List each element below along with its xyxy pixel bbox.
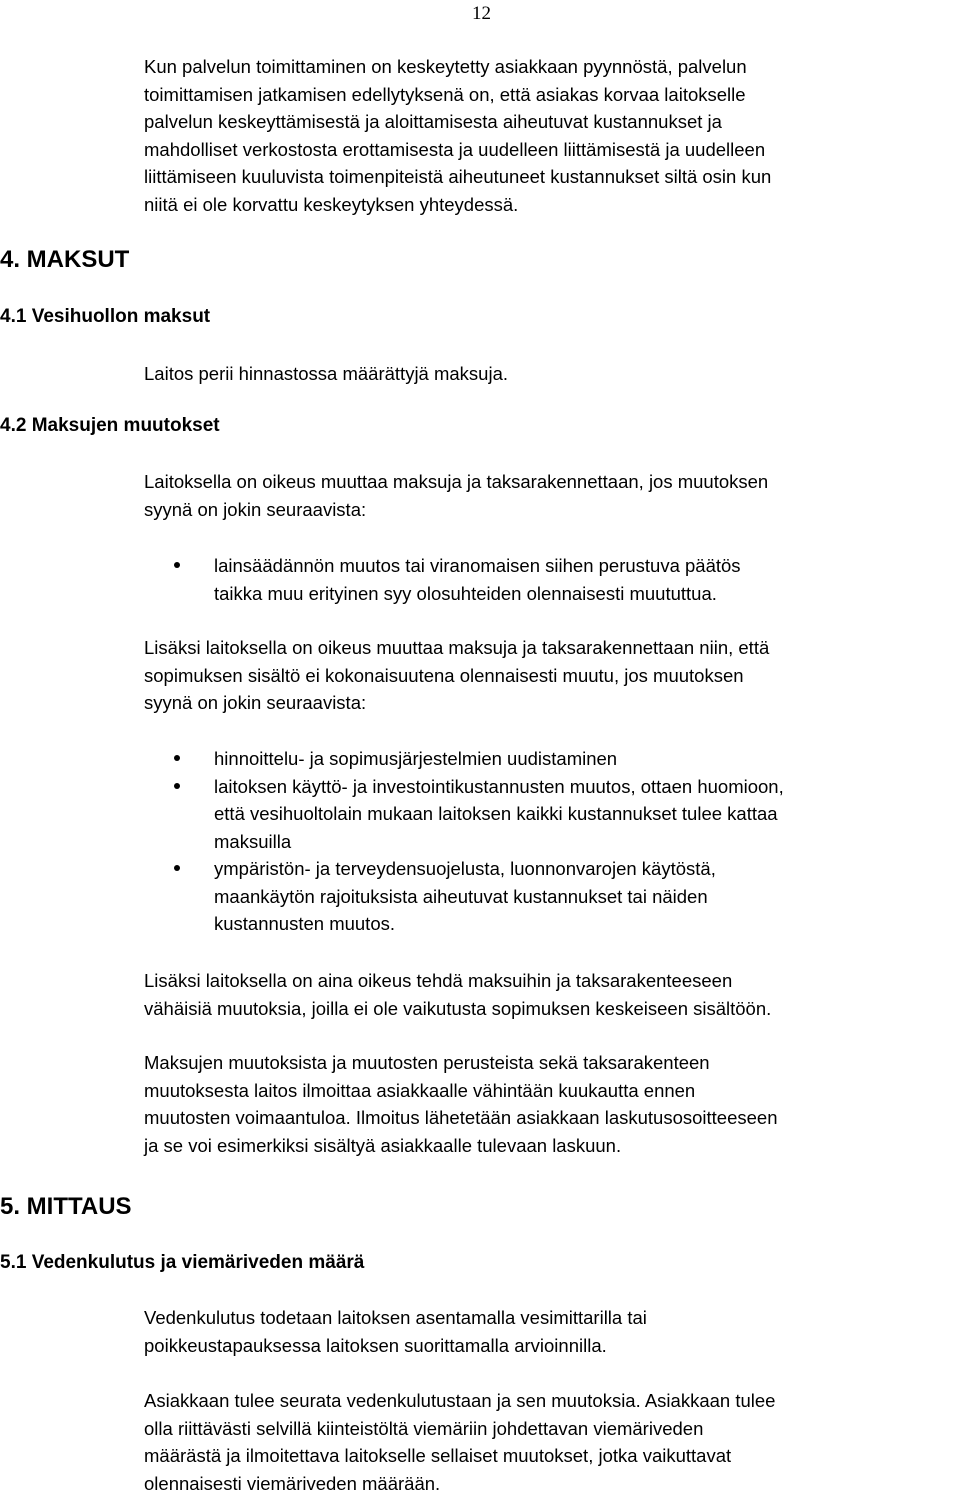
section-4-2-heading: 4.2 Maksujen muutokset: [0, 414, 220, 438]
section-4-2-paragraph-4: [144, 1049, 778, 1159]
text-line: Lisäksi laitoksella on aina oikeus tehdä maksuihin ja taksarakenteeseen: [144, 967, 771, 995]
bullet-list-1: [160, 552, 741, 607]
text-line: muutosten voimaantuloa. Ilmoitus lähetetään asiakkaan laskutusosoitteeseen: [144, 1104, 778, 1132]
list-item-line: kustannusten muutos.: [214, 910, 784, 938]
text-line: ja se voi esimerkiksi sisältyä asiakkaalle tulevaan laskuun.: [144, 1132, 778, 1160]
section-5-heading: 5. MITTAUS: [0, 1192, 132, 1222]
bullet-list-2: [160, 745, 784, 938]
text-line: syynä on jokin seuraavista:: [144, 496, 768, 524]
list-item-line: laitoksen käyttö- ja investointikustannusten muutos, ottaen huomioon,: [214, 773, 784, 801]
text-line: Asiakkaan tulee seurata vedenkulutustaan ja sen muutoksia. Asiakkaan tulee: [144, 1387, 775, 1415]
section-4-2-paragraph-3: [144, 967, 771, 1022]
text-line: muutoksesta laitos ilmoittaa asiakkaalle vähintään kuukautta ennen: [144, 1077, 778, 1105]
list-item: [160, 855, 784, 938]
text-line: olla riittävästi selvillä kiinteistöltä viemäriin johdettavan viemäriveden: [144, 1415, 775, 1443]
text-line: olennaisesti viemäriveden määrään.: [144, 1470, 775, 1497]
text-line: määrästä ja ilmoitettava laitokselle sellaiset muutokset, jotka vaikuttavat: [144, 1442, 775, 1470]
section-4-1-text: Laitos perii hinnastossa määrättyjä maksuja.: [144, 360, 508, 388]
text-line: syynä on jokin seuraavista:: [144, 689, 769, 717]
bullet-icon: [174, 755, 180, 761]
text-line: Laitoksella on oikeus muuttaa maksuja ja taksarakennettaan, jos muutoksen: [144, 468, 768, 496]
section-4-1-heading: 4.1 Vesihuollon maksut: [0, 305, 210, 329]
text-line: niitä ei ole korvattu keskeytyksen yhteydessä.: [144, 191, 771, 219]
list-item-line: hinnoittelu- ja sopimusjärjestelmien uudistaminen: [214, 745, 784, 773]
text-line: Maksujen muutoksista ja muutosten perusteista sekä taksarakenteen: [144, 1049, 778, 1077]
bullet-icon: [174, 783, 180, 789]
text-line: liittämiseen kuuluvista toimenpiteistä aiheutuneet kustannukset siltä osin kun: [144, 163, 771, 191]
bullet-icon: [174, 562, 180, 568]
intro-paragraph: [144, 53, 771, 218]
list-item-line: maankäytön rajoituksista aiheutuvat kustannukset tai näiden: [214, 883, 784, 911]
list-item-line: maksuilla: [214, 828, 784, 856]
section-4-heading: 4. MAKSUT: [0, 245, 129, 275]
text-line: Lisäksi laitoksella on oikeus muuttaa maksuja ja taksarakennettaan niin, että: [144, 634, 769, 662]
section-5-1-heading: 5.1 Vedenkulutus ja viemäriveden määrä: [0, 1251, 364, 1275]
list-item: [160, 552, 741, 607]
section-4-2-paragraph-2: [144, 634, 769, 717]
page-number: 12: [472, 3, 491, 25]
text-line: sopimuksen sisältö ei kokonaisuutena olennaisesti muutu, jos muutoksen: [144, 662, 769, 690]
list-item-line: että vesihuoltolain mukaan laitoksen kaikki kustannukset tulee kattaa: [214, 800, 784, 828]
bullet-icon: [174, 865, 180, 871]
text-line: Kun palvelun toimittaminen on keskeytetty asiakkaan pyynnöstä, palvelun: [144, 53, 771, 81]
list-item: [160, 773, 784, 856]
text-line: Vedenkulutus todetaan laitoksen asentamalla vesimittarilla tai: [144, 1304, 647, 1332]
list-item: [160, 745, 784, 773]
section-5-1-paragraph-2: [144, 1387, 775, 1497]
text-line: vähäisiä muutoksia, joilla ei ole vaikutusta sopimuksen keskeiseen sisältöön.: [144, 995, 771, 1023]
list-item-line: ympäristön- ja terveydensuojelusta, luonnonvarojen käytöstä,: [214, 855, 784, 883]
text-line: palvelun keskeyttämisestä ja aloittamisesta aiheutuvat kustannukset ja: [144, 108, 771, 136]
section-4-2-paragraph-1: [144, 468, 768, 523]
list-item-line: taikka muu erityinen syy olosuhteiden olennaisesti muututtua.: [214, 580, 741, 608]
section-5-1-paragraph-1: [144, 1304, 647, 1359]
text-line: poikkeustapauksessa laitoksen suorittamalla arvioinnilla.: [144, 1332, 647, 1360]
list-item-line: lainsäädännön muutos tai viranomaisen siihen perustuva päätös: [214, 552, 741, 580]
text-line: mahdolliset verkostosta erottamisesta ja uudelleen liittämisestä ja uudelleen: [144, 136, 771, 164]
text-line: toimittamisen jatkamisen edellytyksenä on, että asiakas korvaa laitokselle: [144, 81, 771, 109]
